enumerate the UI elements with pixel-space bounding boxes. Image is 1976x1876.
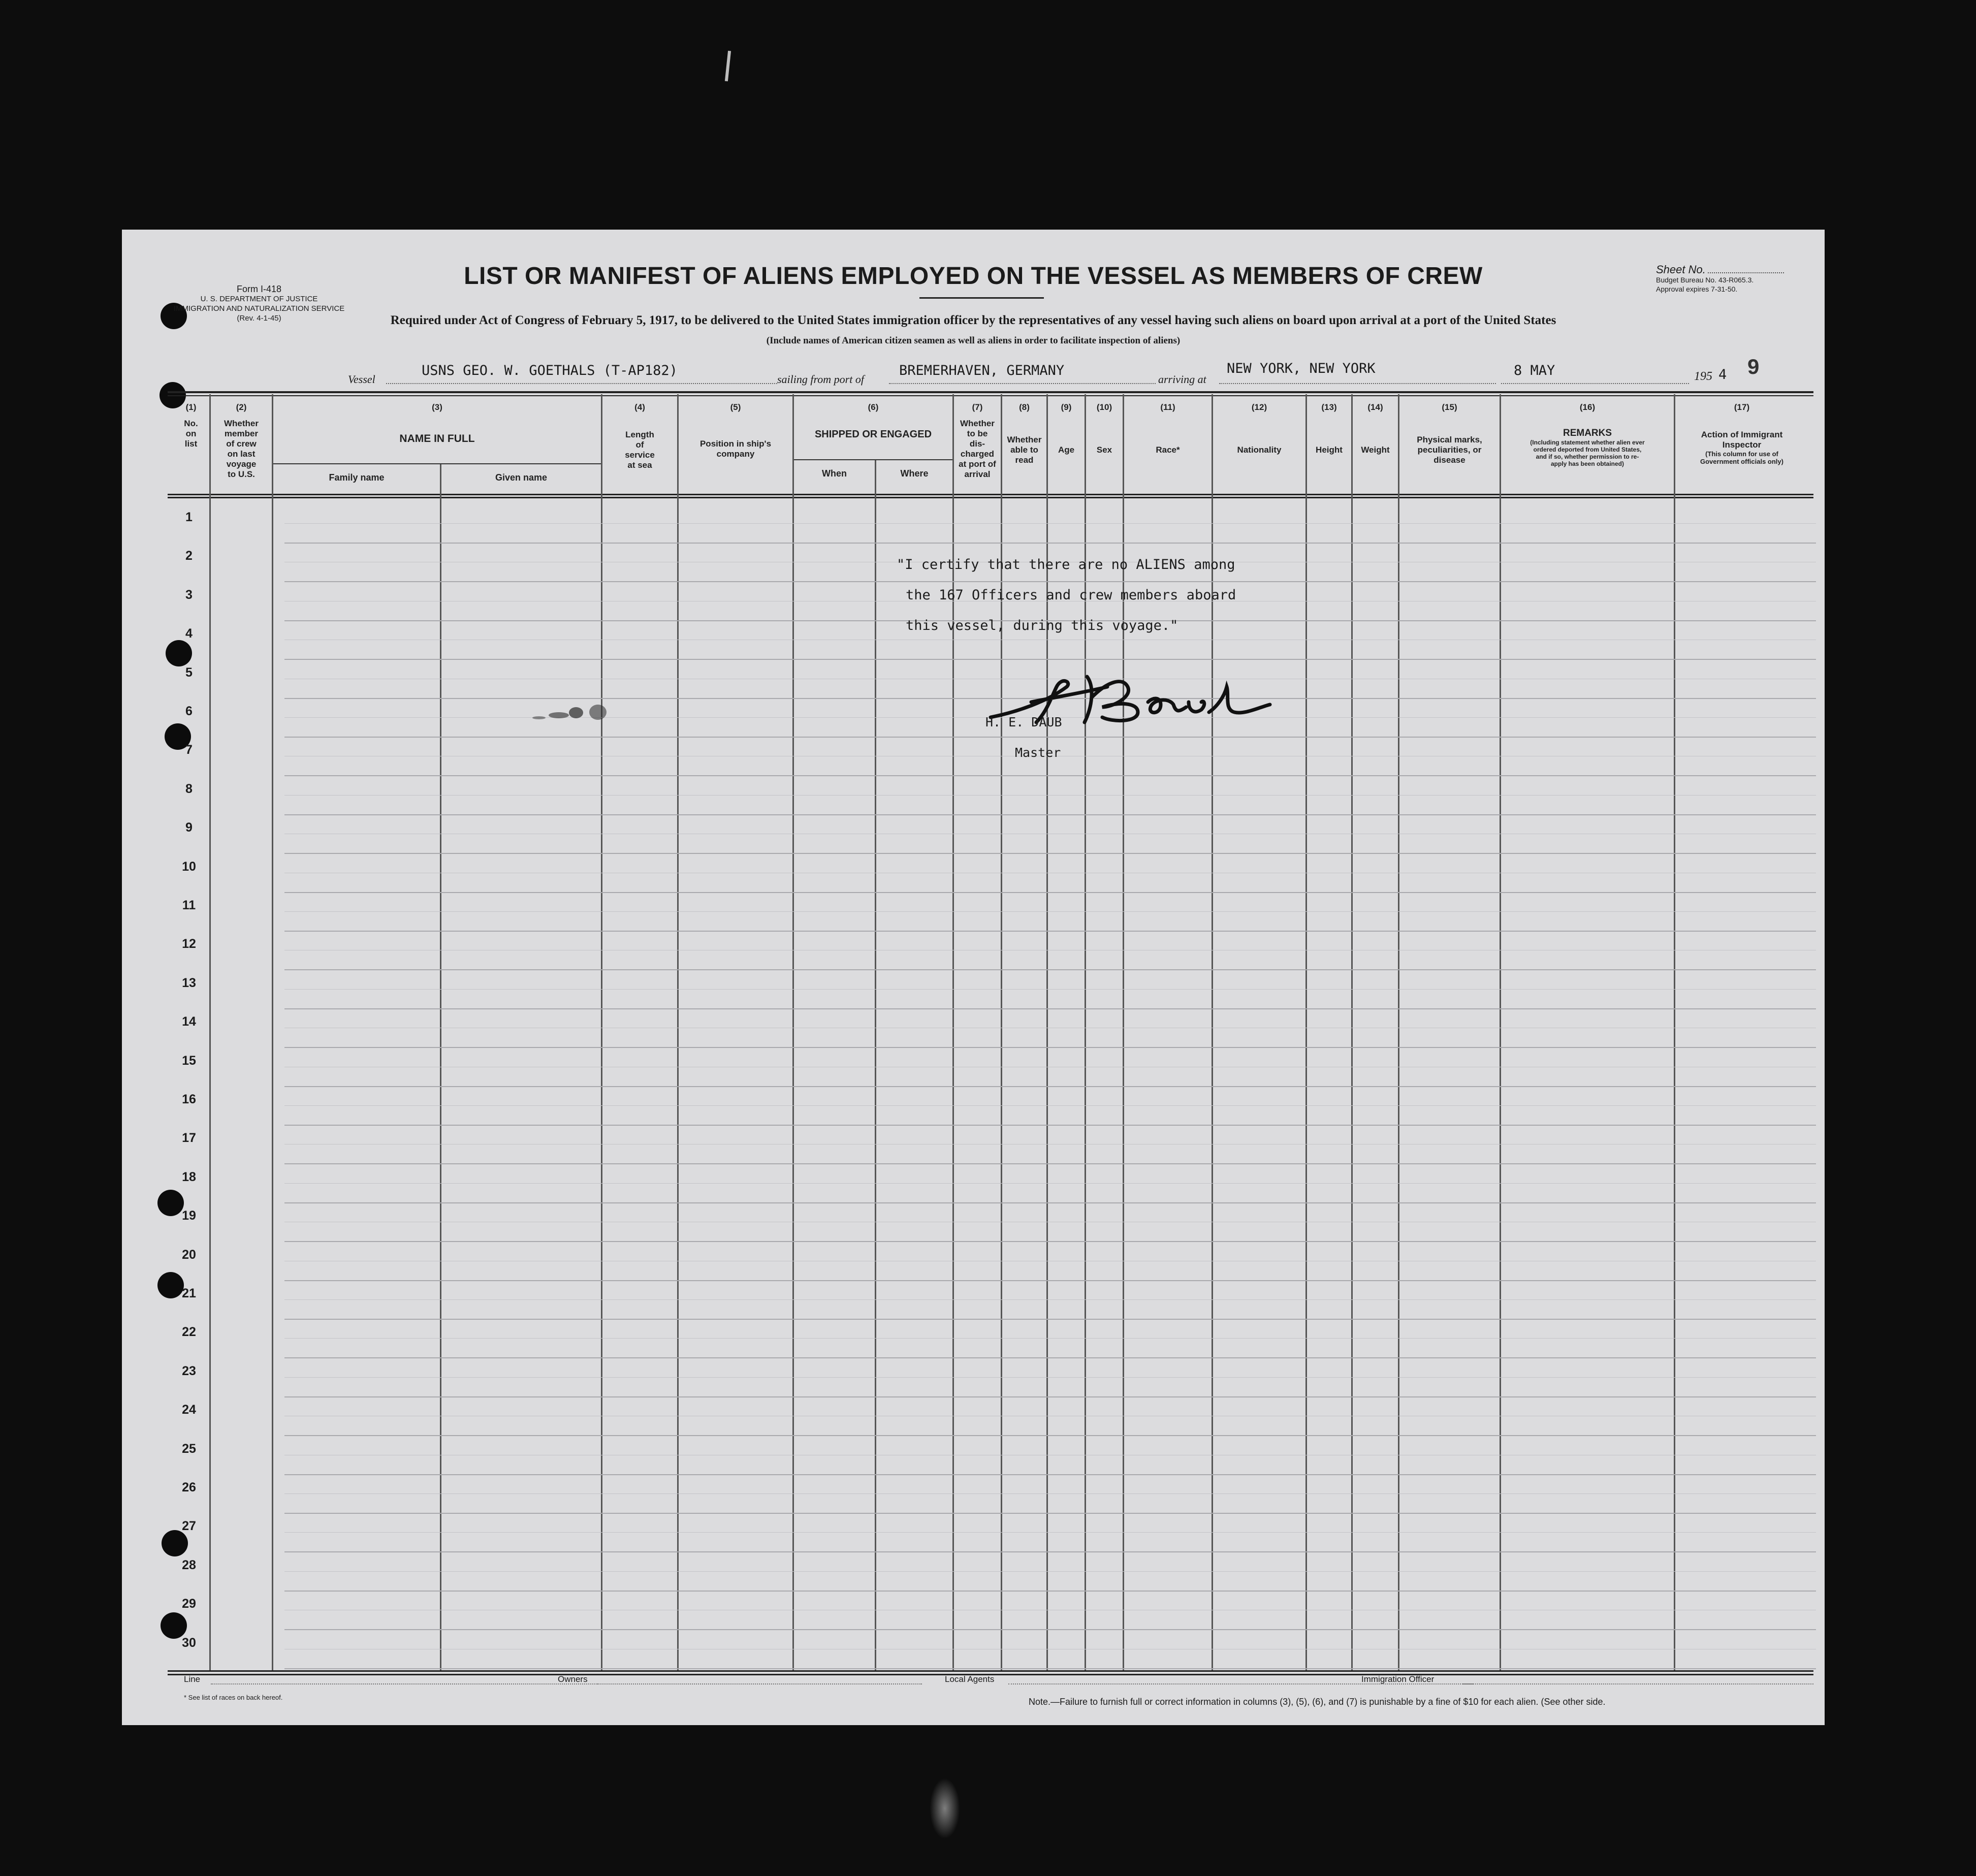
departure-port: BREMERHAVEN, GERMANY: [899, 363, 1065, 378]
row-rule: [284, 737, 1816, 738]
footer-owners-label: Owners: [558, 1674, 588, 1684]
row-number: 26: [182, 1480, 196, 1495]
header-height: Height: [1316, 445, 1343, 455]
header-name-in-full: NAME IN FULL: [399, 433, 475, 444]
inclusion-note: (Include names of American citizen seamen as well as aliens in order to facilitate inspection of aliens): [766, 335, 1181, 346]
row-number: 24: [182, 1403, 196, 1417]
column-divider: [1305, 394, 1307, 1670]
punch-hole: [162, 1530, 188, 1556]
column-divider: [1351, 394, 1353, 1670]
column-divider: [1398, 394, 1399, 1670]
header-where: Where: [900, 468, 929, 479]
arrival-date: 8 MAY: [1514, 363, 1555, 378]
column-divider: [875, 460, 876, 1670]
punch-hole: [166, 640, 192, 666]
row-subrule: [284, 523, 1816, 524]
row-number: 29: [182, 1597, 196, 1611]
row-number: 14: [182, 1014, 196, 1029]
row-subrule: [284, 989, 1816, 990]
header-remarks: REMARKS: [1563, 428, 1612, 438]
row-number: 27: [182, 1519, 196, 1534]
vessel-label: Vessel: [348, 373, 375, 386]
row-rule: [284, 1629, 1816, 1630]
row-rule: [284, 1202, 1816, 1203]
row-subrule: [284, 1338, 1816, 1339]
pen-mark: [725, 51, 731, 81]
column-divider: [601, 394, 602, 1670]
header-col4: Length of service at sea: [625, 430, 655, 470]
row-number: 17: [182, 1131, 196, 1146]
header-col1: No. on list: [184, 419, 198, 449]
header-given-name: Given name: [495, 472, 548, 483]
row-number: 19: [182, 1209, 196, 1223]
header-col7: Whether to be dis- charged at port of arrival: [959, 419, 996, 479]
races-footnote: * See list of races on back hereof.: [184, 1694, 283, 1701]
row-number: 7: [185, 743, 193, 757]
row-number: 25: [182, 1441, 196, 1456]
row-rule: [284, 1357, 1816, 1358]
page-title: LIST OR MANIFEST OF ALIENS EMPLOYED ON THE VESSEL AS MEMBERS OF CREW: [464, 263, 1483, 290]
row-rule: [284, 1319, 1816, 1320]
row-rule: [284, 1551, 1816, 1552]
column-divider: [440, 464, 441, 1670]
row-rule: [284, 1668, 1816, 1669]
sailing-label: sailing from port of: [777, 373, 864, 386]
row-number: 23: [182, 1363, 196, 1378]
row-number: 30: [182, 1635, 196, 1650]
row-rule: [284, 659, 1816, 660]
row-rule: [284, 1280, 1816, 1281]
row-rule: [284, 892, 1816, 893]
legal-requirement: Required under Act of Congress of February 5, 1917, to be delivered to the United States immigration officer by the representatives of any vessel having such aliens on board upon arrival at a port of the United States: [390, 313, 1556, 327]
footer-line-label: Line: [184, 1674, 201, 1684]
row-number: 8: [185, 781, 193, 796]
signer-title: Master: [1015, 745, 1061, 760]
row-rule: [284, 931, 1816, 932]
row-subrule: [284, 1532, 1816, 1533]
header-nationality: Nationality: [1237, 445, 1282, 455]
sheet-number-block: Sheet No. Budget Bureau No. 43-R065.3. Approval expires 7-31-50.: [1656, 265, 1808, 294]
header-when: When: [822, 468, 847, 479]
column-divider: [677, 394, 679, 1670]
row-rule: [284, 1591, 1816, 1592]
row-number: 6: [185, 704, 193, 718]
header-sex: Sex: [1096, 445, 1112, 455]
signer-name: H. E. DAUB: [985, 715, 1062, 729]
row-number: 20: [182, 1247, 196, 1262]
header-race: Race*: [1156, 445, 1180, 455]
row-number: 1: [185, 510, 193, 524]
header-physical-marks: Physical marks, peculiarities, or disease: [1417, 435, 1482, 465]
row-rule: [284, 853, 1816, 854]
row-number: 18: [182, 1169, 196, 1184]
title-underline: [919, 297, 1044, 299]
row-rule: [284, 969, 1816, 970]
row-rule: [284, 1163, 1816, 1164]
row-number: 13: [182, 975, 196, 990]
footer-officer-label: Immigration Officer: [1361, 1674, 1435, 1684]
row-subrule: [284, 1105, 1816, 1106]
header-col8: Whether able to read: [1007, 435, 1042, 465]
footer-agents-label: Local Agents: [945, 1674, 995, 1684]
row-rule: [284, 1125, 1816, 1126]
row-rule: [284, 1435, 1816, 1436]
row-rule: [284, 1086, 1816, 1087]
row-subrule: [284, 1377, 1816, 1378]
row-rule: [284, 1047, 1816, 1048]
row-subrule: [284, 1299, 1816, 1300]
column-divider: [1500, 394, 1501, 1670]
row-number: 28: [182, 1557, 196, 1572]
certification-statement: "I certify that there are no ALIENS among the 167 Officers and crew members aboard this vessel, during this voyage.": [897, 557, 1236, 633]
row-number: 11: [182, 898, 196, 912]
row-number: 4: [185, 626, 193, 641]
header-shipped-or-engaged: SHIPPED OR ENGAGED: [814, 429, 932, 440]
row-number: 22: [182, 1325, 196, 1340]
row-number: 12: [182, 937, 196, 951]
column-divider: [272, 394, 273, 1670]
header-col5: Position in ship's company: [699, 439, 772, 459]
arriving-label: arriving at: [1158, 373, 1206, 386]
row-number: 10: [182, 859, 196, 874]
light-reflection: [930, 1778, 960, 1839]
vessel-name: USNS GEO. W. GOETHALS (T-AP182): [422, 363, 678, 378]
header-weight: Weight: [1361, 445, 1390, 455]
row-rule: [284, 775, 1816, 776]
row-rule: [284, 1396, 1816, 1397]
row-rule: [284, 1008, 1816, 1009]
row-subrule: [284, 795, 1816, 796]
row-number: 3: [185, 587, 193, 602]
row-number: 9: [185, 820, 193, 835]
row-subrule: [284, 1183, 1816, 1184]
row-subrule: [284, 1571, 1816, 1572]
row-rule: [284, 543, 1816, 544]
row-rule: [284, 1513, 1816, 1514]
header-remarks-note: (Including statement whether alien ever ordered deported from United States, and if so, whether permission to re- apply has been obtained): [1530, 439, 1645, 467]
stamped-number: 9: [1747, 355, 1760, 378]
punch-hole: [161, 1612, 187, 1639]
row-rule: [284, 1474, 1816, 1475]
row-rule: [284, 1241, 1816, 1242]
row-number: 21: [182, 1286, 196, 1300]
row-number: 5: [185, 665, 193, 680]
row-rule: [284, 814, 1816, 815]
row-subrule: [284, 1493, 1816, 1494]
header-inspector-action: Action of Immigrant Inspector (This column for use of Government officials only): [1700, 430, 1783, 465]
column-divider: [792, 394, 794, 1670]
header-age: Age: [1058, 445, 1075, 455]
ink-smudge: [549, 712, 569, 718]
row-subrule: [284, 911, 1816, 912]
form-identification: Form I-418 U. S. DEPARTMENT OF JUSTICE IMMIGRATION AND NATURALIZATION SERVICE (Rev. 4-1-45): [173, 284, 345, 323]
column-divider: [209, 394, 211, 1670]
row-number: 16: [182, 1092, 196, 1106]
header-family-name: Family name: [329, 472, 385, 483]
arrival-port: NEW YORK, NEW YORK: [1227, 361, 1376, 376]
year-suffix: 4: [1718, 367, 1727, 383]
row-number: 2: [185, 549, 193, 563]
column-divider: [1674, 394, 1675, 1670]
year-prefix: 195: [1694, 370, 1712, 383]
row-number: 15: [182, 1053, 196, 1068]
header-col2: Whether member of crew on last voyage to U.S.: [224, 419, 259, 479]
penalty-note: Note.—Failure to furnish full or correct information in columns (3), (5), (6), and (7) is punishable by a fine of $10 for each alien. (See other side.: [1029, 1697, 1606, 1707]
manifest-sheet: Form I-418 U. S. DEPARTMENT OF JUSTICE IMMIGRATION AND NATURALIZATION SERVICE (Rev. 4-1-45) LIST OR MANIFEST OF ALIENS EMPLOYED ON THE VESSEL AS MEMBERS OF CREW Sheet No. Budget Bureau No. 43-R065.3. Approval expires 7-31-50. Required under Act of Congress of February 5, 1917, to be delivered to the United States immigration officer by the representatives of any vessel having such aliens on board upon arrival at a port of the United States (Include names of American citizen seamen as well as aliens in order to facilitate inspection of aliens) Vessel USNS GEO. W. GOETHALS (T-AP182) sailing from port of BREMERHAVEN, GERMANY arriving at NEW YORK, NEW YORK 8 MAY 195 4 9 (1) No. on list (2) Whether member of crew on last voyage to U.S. (3) NAME IN FULL Family name Given name (4) Length of service at sea (5) Position in ship's company (6) SHIPPED OR ENGAGED When Where (7) Whether to be dis- charged at port of arrival (8) Whether able to read (9) Age (10) Sex (11) Race* (12) Nationality (13) Height (14) Weight (15) Physical marks, peculiarities, or disease (16) REMARKS (Including statement whether alien ever ordered deported from United States, and if so, whether permission to re- apply has been obtained) (17) Action of Immigrant Inspector (This column for use of Government officials only) 1 2 3 4 5 6 7 8 9 10 11 12 13 14 15 16 17 18 19 20 21 22 23 24 25 26 27 28 29 30 "I certify that there are no ALIENS among the 167 Officers and crew members aboard this vessel, during this voyage." H. E. DAUB Master Line Owners Local Agents Immigration Officer * See list of races on back hereof. Note.—Failure to furnish full or correct information in columns (3), (5), (6), and (7) is punishable by a fine of $10 for each alien. (See other side.: [122, 230, 1825, 1725]
